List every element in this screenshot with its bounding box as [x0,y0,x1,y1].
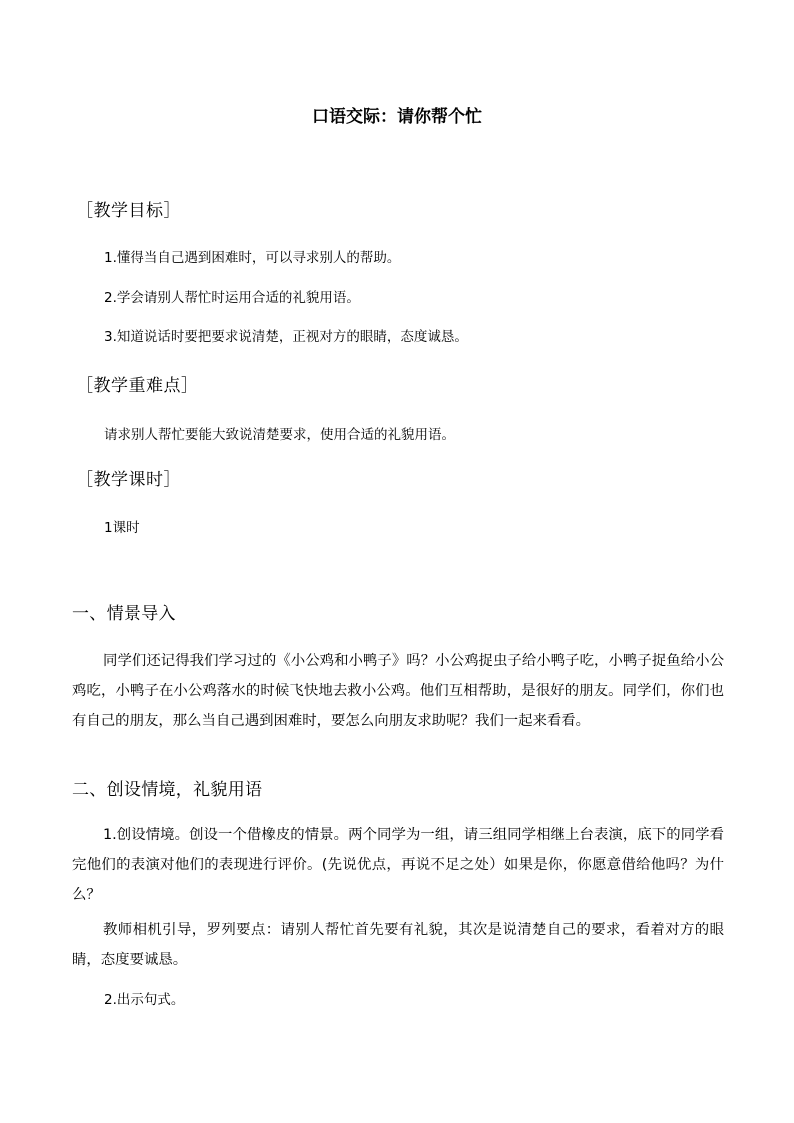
section2-item-2: 2.出示句式。 [104,992,185,1008]
key-points-text: 请求别人帮忙要能大致说清楚要求，使用合适的礼貌用语。 [104,427,455,443]
section2-heading: 二、创设情境，礼貌用语 [72,780,263,800]
section2-paragraph-1: 1.创设情境。创设一个借橡皮的情景。两个同学为一组，请三组同学相继上台表演，底下的同学看完他们的表演对他们的表现进行评价。(先说优点，再说不足之处）如果是你，你愿意借给他吗？为什么？ [72,827,724,903]
section1-paragraph: 同学们还记得我们学习过的《小公鸡和小鸭子》吗？小公鸡捉虫子给小鸭子吃，小鸭子捉鱼给小公鸡吃，小鸭子在小公鸡落水的时候飞快地去救小公鸡。他们互相帮助，是很好的朋友。同学们，你们也有自己的朋友，那么当自己遇到困难时，要怎么向朋友求助呢？我们一起来看看。 [72,653,724,729]
objective-item-1: 1.懂得当自己遇到困难时，可以寻求别人的帮助。 [104,250,401,266]
objective-item-2: 2.学会请别人帮忙时运用合适的礼貌用语。 [104,290,360,306]
key-points-heading: ［教学重难点］ [76,376,199,396]
hours-text: 1课时 [104,520,140,536]
objective-item-3: 3.知道说话时要把要求说清楚，正视对方的眼睛，态度诚恳。 [104,329,468,345]
section2-paragraph-2: 教师相机引导，罗列要点：请别人帮忙首先要有礼貌，其次是说清楚自己的要求，看着对方的眼睛，态度要诚恳。 [72,922,724,968]
section1-heading: 一、情景导入 [72,604,176,624]
hours-heading: ［教学课时］ [76,470,181,490]
objectives-heading: ［教学目标］ [76,201,181,221]
document-title: 口语交际：请你帮个忙 [312,107,482,127]
